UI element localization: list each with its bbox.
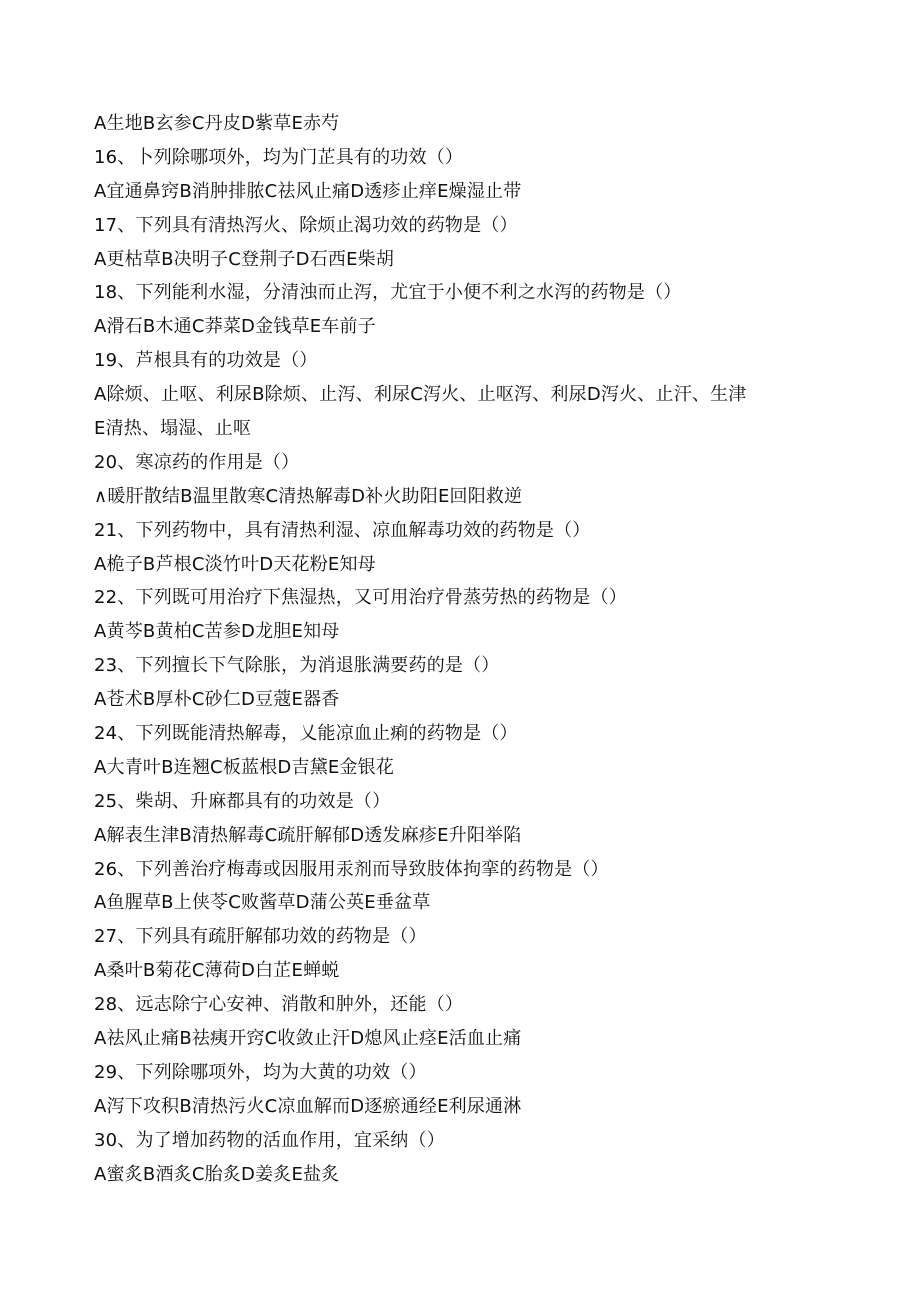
question-21: 21、下列药物中，具有清热利湿、凉血解毒功效的药物是（）	[94, 519, 591, 541]
answer-options-15: A生地B玄参C丹皮D紫草E赤芍	[94, 113, 340, 134]
question-16: 16、卜列除哪项外，均为门芷具有的功效（）	[94, 146, 464, 168]
answer-options-30: A蜜炙B酒炙C胎炙D姜炙E盐炙	[94, 1163, 340, 1185]
answer-options-27: A桑叶B菊花C薄荷D白芷E蝉蜕	[94, 960, 340, 982]
answer-options-28: A祛风止痛B祛痍开窍C收敛止汗D熄风止痉E活血止痛	[94, 1028, 522, 1050]
question-22: 22、下列既可用治疗下焦湿热，又可用治疗骨蒸劳热的药物是（）	[94, 587, 627, 609]
answer-options-25: A解表生津B清热解毒C疏肝解郁D透发麻疹E升阳举陷	[94, 824, 522, 846]
question-30: 30、为了增加药物的活血作用，宜采纳（）	[94, 1129, 445, 1151]
question-29: 29、下列除哪项外，均为大黄的功效（）	[94, 1061, 427, 1083]
answer-options-17: A更枯草B决明子C登荆子D石西E柴胡	[94, 248, 395, 270]
answer-options-23: A苍术B厚朴C砂仁D豆蔻E器香	[94, 689, 340, 711]
answer-options-29: A泻下攻积B清热污火C凉血解而D逐瘀通经E利尿通淋	[94, 1095, 522, 1117]
question-20: 20、寒凉药的作用是（）	[94, 451, 300, 473]
question-25: 25、柴胡、升麻都具有的功效是（）	[94, 790, 391, 812]
answer-options-16: A宜通鼻窍B消肿排脓C祛风止痛D透疹止痒E燥湿止带	[94, 180, 522, 202]
question-27: 27、下列具有疏肝解郁功效的药物是（）	[94, 926, 427, 948]
question-17: 17、下列具有清热泻火、除烦止渴功效的药物是（）	[94, 214, 518, 236]
question-18: 18、下列能利水湿，分清浊而止泻，尤宜于小便不利之水泻的药物是（）	[94, 282, 682, 304]
answer-options-19: A除烦、止呕、利尿B除烦、止泻、利尿C泻火、止呕泻、利尿D泻火、止汗、生津	[94, 384, 747, 406]
answer-options-21: A桅子B芦根C淡竹叶D天花粉E知母	[94, 553, 376, 575]
question-26: 26、下列善治疗梅毒或因服用汞剂而导致肢体拘挛的药物是（）	[94, 858, 609, 880]
question-19: 19、芦根具有的功效是（）	[94, 350, 318, 372]
answer-options-26: A鱼腥草B上侠苓C败酱草D蒲公英E垂盆草	[94, 892, 431, 914]
question-23: 23、下列擅长下气除胀，为消退胀满要药的是（）	[94, 655, 500, 677]
answer-options-18: A滑石B木通C莽菜D金钱草E车前子	[94, 316, 376, 338]
answer-options-20: ∧暖肝散结B温里散寒C清热解毒D补火助阳E回阳救逆	[94, 485, 523, 507]
question-28: 28、远志除宁心安神、消散和肿外，还能（）	[94, 994, 464, 1016]
question-24: 24、下列既能清热解毒，乂能凉血止痢的药物是（）	[94, 723, 518, 745]
answer-options-22: A黄芩B黄柏C苦参D龙胆E知母	[94, 621, 340, 643]
answer-options-24: A大青叶B连翘C板蓝根D吉黛E金银花	[94, 756, 395, 778]
answer-options-19-continued: E清热、塌湿、止呕	[94, 418, 252, 440]
document-body	[94, 107, 814, 1192]
